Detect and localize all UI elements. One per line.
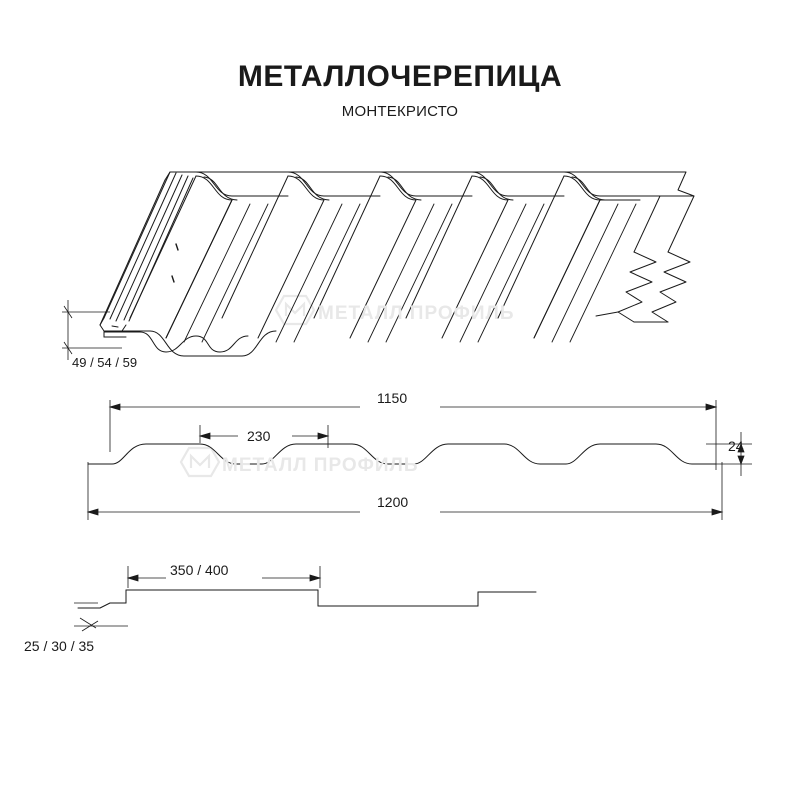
label-useful-width: 1150 xyxy=(377,390,408,406)
isometric-tile-view xyxy=(100,172,694,356)
label-length-step: 350 / 400 xyxy=(170,562,229,578)
watermark-text-1: МЕТАЛЛ ПРОФИЛЬ xyxy=(318,303,515,324)
dim-useful-width xyxy=(110,400,716,470)
watermark-layer xyxy=(181,296,314,476)
label-height-profile: 49 / 54 / 59 xyxy=(72,355,138,370)
dim-total-width xyxy=(88,462,722,520)
watermark-text-2: МЕТАЛЛ ПРОФИЛЬ xyxy=(222,455,419,476)
side-profile-view xyxy=(78,590,536,608)
label-step: 230 xyxy=(247,428,271,444)
page-subtitle: МОНТЕКРИСТО xyxy=(341,103,459,120)
label-overlap: 25 / 30 / 35 xyxy=(24,638,95,654)
page-title: МЕТАЛЛОЧЕРЕПИЦА xyxy=(237,60,563,93)
dim-height-profile xyxy=(62,300,122,360)
label-wave-height: 24 xyxy=(728,438,744,454)
label-total-width: 1200 xyxy=(377,494,409,510)
